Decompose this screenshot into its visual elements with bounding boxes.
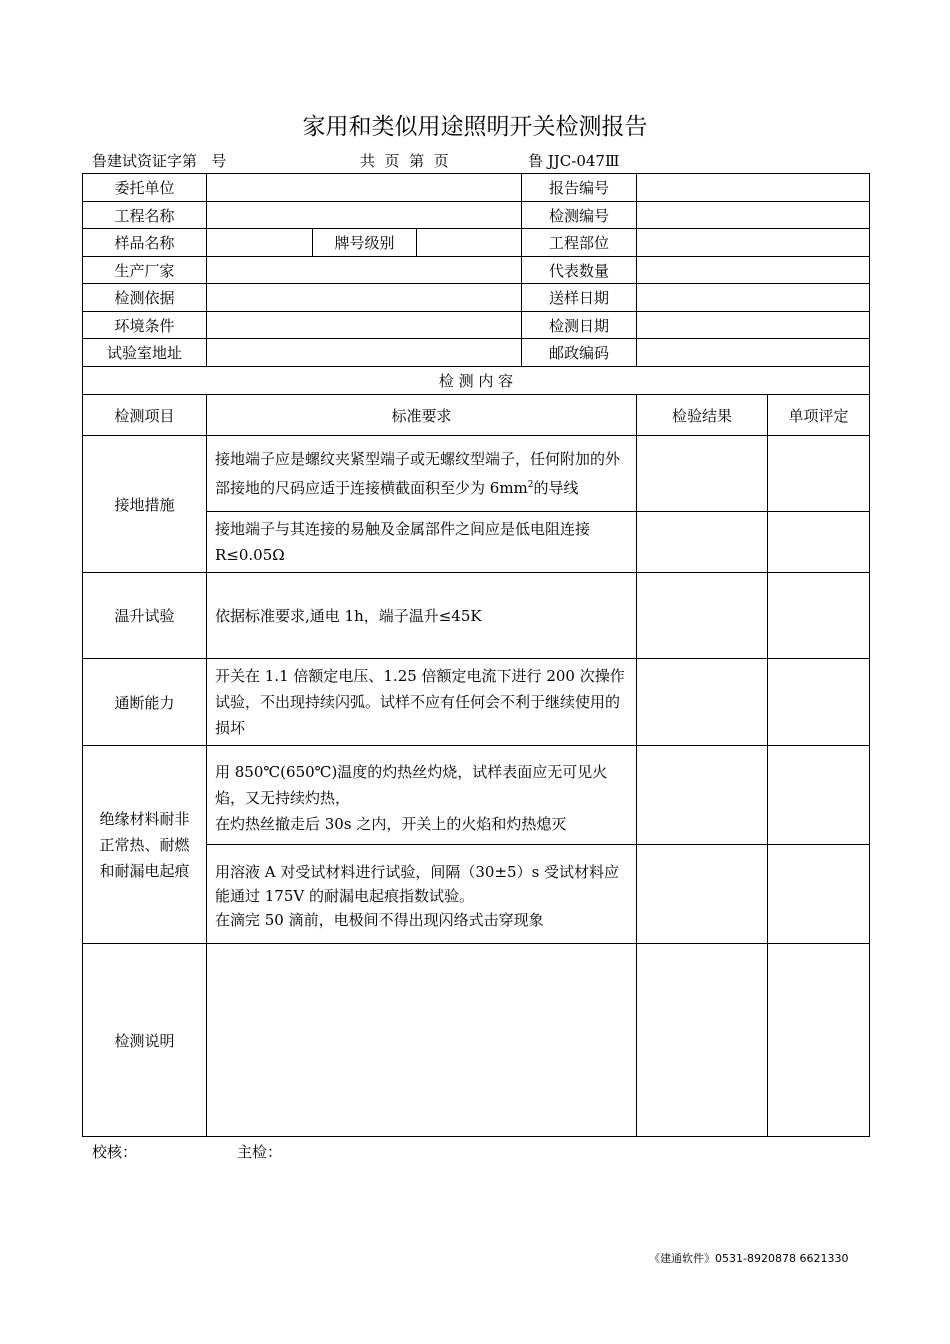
temp-rise-requirement: 依据标准要求,通电 1h，端子温升≤45K	[207, 573, 637, 659]
brand-grade-label: 牌号级别	[313, 229, 417, 257]
insulation-item	[83, 746, 207, 944]
certificate-number: 鲁建试资证字第 号	[92, 152, 227, 170]
grounding-requirement-1-superscript: 2	[527, 480, 534, 490]
grounding-result-1[interactable]	[637, 436, 768, 512]
client-value[interactable]	[207, 174, 522, 202]
section-title: 检 测 内 容	[83, 367, 870, 395]
grounding-item: 接地措施	[83, 436, 207, 573]
breaking-item: 通断能力	[83, 659, 207, 746]
insulation-requirement-2	[207, 845, 637, 944]
grounding-result-2[interactable]	[637, 512, 768, 573]
breaking-requirement: 开关在 1.1 倍额定电压、1.25 倍额定电流下进行 200 次操作试验，不出现持续闪弧。试样不应有任何会不利于继续使用的损坏	[207, 659, 637, 746]
quantity-value[interactable]	[637, 257, 870, 284]
insulation-result-1[interactable]	[637, 746, 768, 845]
project-part-value[interactable]	[637, 229, 870, 257]
temp-rise-item: 温升试验	[83, 573, 207, 659]
header-result: 检验结果	[637, 395, 768, 436]
delivery-date-label: 送样日期	[522, 284, 637, 312]
grounding-verdict-1[interactable]	[768, 436, 870, 512]
insulation-requirement-1	[207, 746, 637, 845]
temp-rise-verdict[interactable]	[768, 573, 870, 659]
test-date-label: 检测日期	[522, 312, 637, 339]
environment-label: 环境条件	[83, 312, 207, 339]
grounding-requirement-1-text-a: 接地端子应是螺纹夹紧型端子或无螺纹型端子，任何附加的外部接地的尺码应适于连接横截面积至少为 6mm	[215, 450, 621, 497]
quantity-label: 代表数量	[522, 257, 637, 284]
insulation-item-line-1: 绝缘材料耐非	[99, 809, 190, 828]
grounding-requirement-1-text-b: 的导线	[533, 479, 579, 497]
temp-rise-result[interactable]	[637, 573, 768, 659]
insulation-result-2[interactable]	[637, 845, 768, 944]
grounding-verdict-2[interactable]	[768, 512, 870, 573]
basis-value[interactable]	[207, 284, 522, 312]
report-no-value[interactable]	[637, 174, 870, 202]
report-table	[82, 173, 870, 1137]
insulation-item-line-3: 和耐漏电起痕	[99, 861, 190, 880]
lab-address-label: 试验室地址	[83, 339, 207, 367]
client-label: 委托单位	[83, 174, 207, 202]
insulation-requirement-2-line-2: 在滴完 50 滴前，电极间不得出现闪络式击穿现象	[215, 911, 544, 929]
notes-item: 检测说明	[83, 944, 207, 1137]
insulation-requirement-2-line-1: 用溶液 A 对受试材料进行试验，间隔（30±5）s 受试材料应能通过 175V 的耐漏电起痕指数试验。	[215, 863, 620, 905]
delivery-date-value[interactable]	[637, 284, 870, 312]
breaking-verdict[interactable]	[768, 659, 870, 746]
reviewer-label: 校核：	[92, 1143, 138, 1161]
postcode-value[interactable]	[637, 339, 870, 367]
notes-verdict[interactable]	[768, 944, 870, 1137]
insulation-verdict-2[interactable]	[768, 845, 870, 944]
project-name-label: 工程名称	[83, 202, 207, 229]
sample-name-value[interactable]	[207, 229, 313, 257]
inspector-label: 主检：	[237, 1143, 283, 1161]
postcode-label: 邮政编码	[522, 339, 637, 367]
insulation-requirement-1-line-1: 用 850℃(650℃)温度的灼热丝灼烧，试样表面应无可见火焰，又无持续灼热，	[215, 763, 608, 807]
manufacturer-value[interactable]	[207, 257, 522, 284]
report-no-label: 报告编号	[522, 174, 637, 202]
notes-content[interactable]	[207, 944, 637, 1137]
grounding-requirement-1	[207, 436, 637, 512]
header-standard: 标准要求	[207, 395, 637, 436]
brand-grade-value[interactable]	[417, 229, 522, 257]
header-item: 检测项目	[83, 395, 207, 436]
breaking-result[interactable]	[637, 659, 768, 746]
test-date-value[interactable]	[637, 312, 870, 339]
test-no-label: 检测编号	[522, 202, 637, 229]
project-name-value[interactable]	[207, 202, 522, 229]
project-part-label: 工程部位	[522, 229, 637, 257]
test-no-value[interactable]	[637, 202, 870, 229]
notes-result[interactable]	[637, 944, 768, 1137]
basis-label: 检测依据	[83, 284, 207, 312]
page-count: 共 页 第 页	[360, 152, 449, 170]
environment-value[interactable]	[207, 312, 522, 339]
form-code: 鲁 JJC-047Ⅲ	[528, 152, 620, 170]
manufacturer-label: 生产厂家	[83, 257, 207, 284]
insulation-item-line-2: 正常热、耐燃	[99, 835, 190, 854]
sample-name-label: 样品名称	[83, 229, 207, 257]
header-verdict: 单项评定	[768, 395, 870, 436]
software-credit: 《建通软件》0531-8920878 6621330	[649, 1252, 849, 1265]
lab-address-value[interactable]	[207, 339, 522, 367]
grounding-requirement-2: 接地端子与其连接的易触及金属部件之间应是低电阻连接 R≤0.05Ω	[207, 512, 637, 573]
insulation-requirement-1-line-2: 在灼热丝撤走后 30s 之内，开关上的火焰和灼热熄灭	[215, 815, 567, 833]
insulation-verdict-1[interactable]	[768, 746, 870, 845]
report-title: 家用和类似用途照明开关检测报告	[302, 114, 648, 140]
